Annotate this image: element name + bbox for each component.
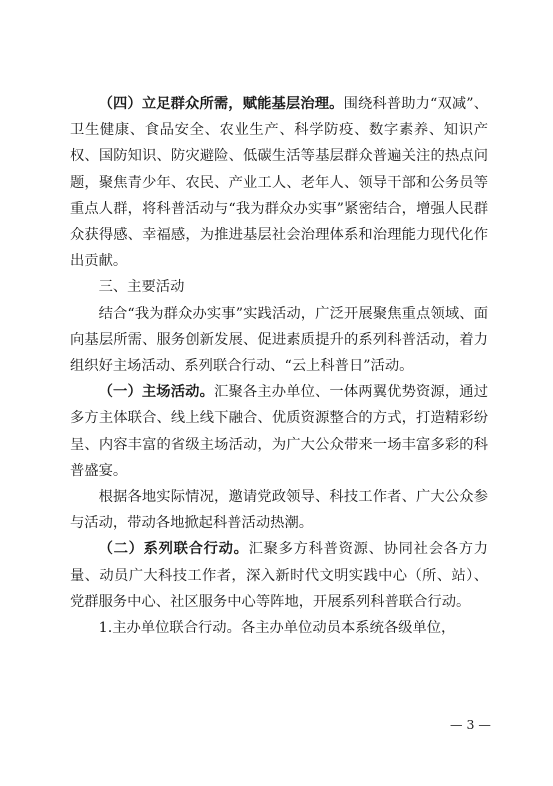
paragraph-heading: （二）系列联合行动。 xyxy=(98,541,249,558)
paragraph-item-2-1 xyxy=(70,615,488,641)
document-body xyxy=(70,91,488,641)
paragraph-section-4 xyxy=(70,91,488,274)
page-number: — 3 — xyxy=(450,717,491,732)
paragraph-heading: （四）立足群众所需，赋能基层治理。 xyxy=(98,96,344,112)
paragraph-item-2 xyxy=(70,536,488,615)
paragraph-intro xyxy=(70,301,488,380)
paragraph-text: 汇聚多方科普资源、协同社会各方力量、动员广大科技工作者，深入新时代文明实践中心（所、站）、党群服务中心、社区服务中心等阵地，开展系列科普联合行动。 xyxy=(70,541,489,610)
section-heading-text: 三、主要活动 xyxy=(98,279,185,296)
paragraph-text: 根据各地实际情况，邀请党政领导、科技工作者、广大公众参与活动，带动各地掀起科普活动热潮。 xyxy=(70,489,488,532)
section-heading-main-activities xyxy=(70,274,488,300)
paragraph-text: 围绕科普助力“双减”、卫生健康、食品安全、农业生产、科学防疫、数字素养、知识产权、国防知识、防灾避险、低碳生活等基层群众普遍关注的热点问题，聚焦青少年、农民、产业工人、老年人、领导干部和公务员等重点人群，将科普活动与“我为群众办实事”紧密结合，增强人民群众获得感、幸福感，为推进基层社会治理体系和治理能力现代化作出贡献。 xyxy=(70,96,489,270)
paragraph-heading: （一）主场活动。 xyxy=(98,384,215,401)
paragraph-item-1 xyxy=(70,379,488,484)
paragraph-text: 结合“我为群众办实事”实践活动，广泛开展聚焦重点领域、面向基层所需、服务创新发展、促进素质提升的系列科普活动，着力组织好主场活动、系列联合行动、“云上科普日”活动。 xyxy=(70,305,488,375)
paragraph-item-1-detail xyxy=(70,484,488,536)
paragraph-text: 1.主办单位联合行动。各主办单位动员本系统各级单位， xyxy=(98,620,456,637)
paragraph-text: 汇聚各主办单位、一体两翼优势资源，通过多方主体联合、线上线下融合、优质资源整合的方式，打造精彩纷呈、内容丰富的省级主场活动，为广大公众带来一场丰富多彩的科普盛宴。 xyxy=(70,384,489,479)
